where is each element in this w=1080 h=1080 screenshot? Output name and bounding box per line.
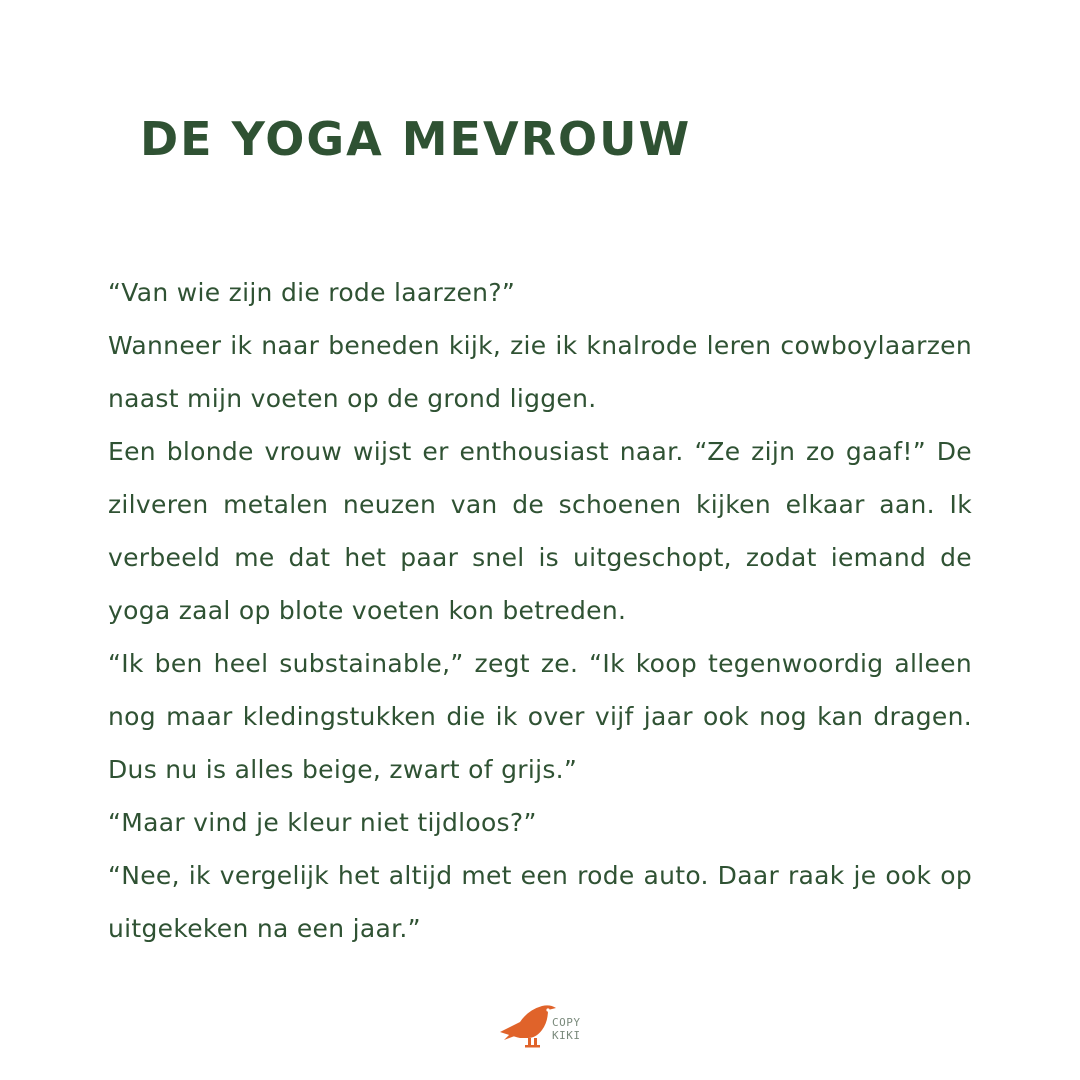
logo-line-copy: COPY [552,1016,581,1029]
paragraph: “Maar vind je kleur niet tijdloos?” [108,808,537,837]
page-title: DE YOGA MEVROUW [140,112,692,166]
logo-line-kiki: KIKI [552,1029,581,1042]
brand-logo [498,994,588,1054]
bird-icon [498,996,558,1052]
story-text [108,266,972,955]
logo-wordmark [552,1016,581,1042]
paragraph: Een blonde vrouw wijst er enthousiast naar. “Ze zijn zo gaaf!” De zilveren metalen neuzen van de schoenen kijken elkaar aan. Ik verbeeld me dat het paar snel is uitgeschopt, zodat iemand de yoga zaal op blote voeten kon betreden. [108,437,972,625]
paragraph: Wanneer ik naar beneden kijk, zie ik knalrode leren cowboylaarzen naast mijn voeten op de grond liggen. [108,331,972,413]
paragraph: “Nee, ik vergelijk het altijd met een rode auto. Daar raak je ook op uitgekeken na een jaar.” [108,861,972,943]
paragraph: “Ik ben heel substainable,” zegt ze. “Ik koop tegenwoordig alleen nog maar kledingstukken die ik over vijf jaar ook nog kan dragen. Dus nu is alles beige, zwart of grijs.” [108,649,972,784]
paragraph: “Van wie zijn die rode laarzen?” [108,278,516,307]
